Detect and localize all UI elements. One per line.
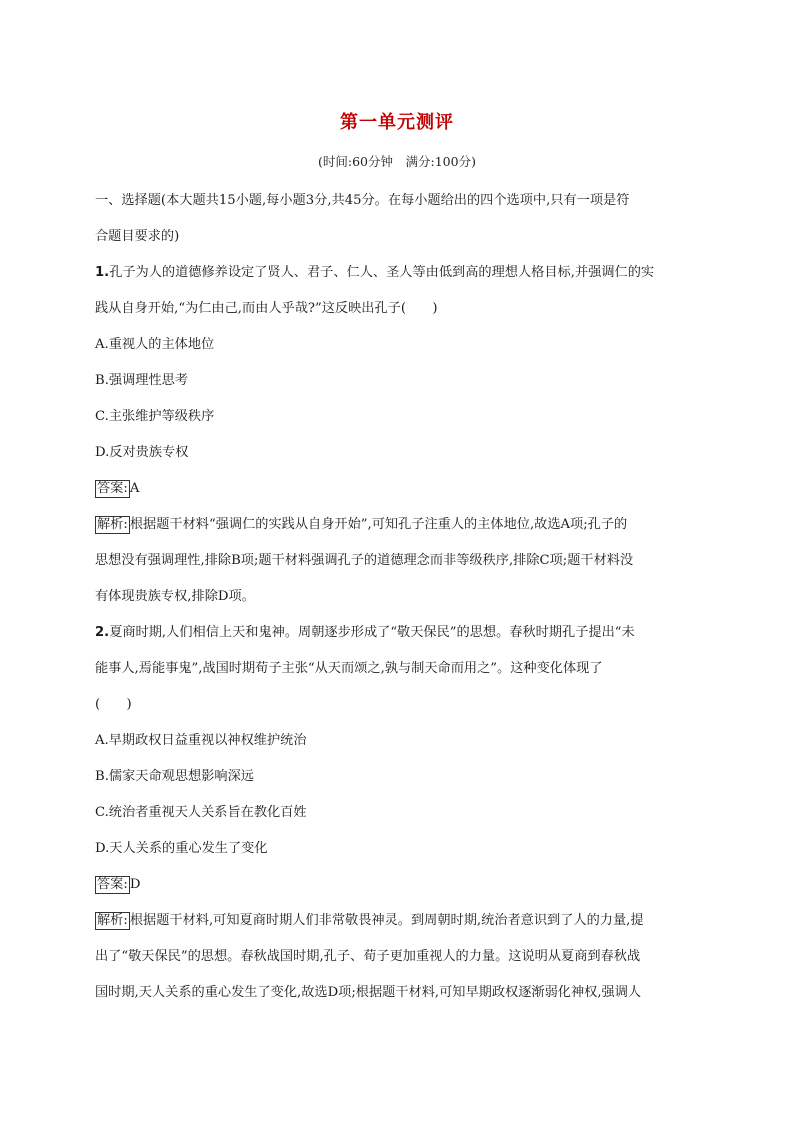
option-c: C.主张维护等级秩序: [95, 409, 215, 424]
answer-line: [95, 871, 695, 898]
option-b: B.儒家天命观思想影响深远: [95, 769, 254, 784]
option-a: A.重视人的主体地位: [95, 337, 215, 352]
answer-line: [95, 475, 695, 502]
analysis-label: 解析:: [97, 517, 128, 532]
section-heading-line1: 一、选择题(本大题共15小题,每小题3分,共45分。在每小题给出的四个选项中,只有一项是符: [95, 193, 630, 208]
question-2-line3: ( ): [95, 697, 132, 712]
answer-label: 答案:: [97, 481, 128, 496]
analysis-line3: 有体现贵族专权,排除D项。: [95, 589, 255, 604]
question-text: 孔子为人的道德修养设定了贤人、君子、仁人、圣人等由低到高的理想人格目标,并强调仁的实: [109, 265, 655, 280]
option-d: D.天人关系的重心发生了变化: [95, 841, 268, 856]
question-text: 夏商时期,人们相信上天和鬼神。周朝逐步形成了“敬天保民”的思想。春秋时期孔子提出“未: [109, 625, 635, 640]
option-c: C.统治者重视天人关系旨在教化百姓: [95, 805, 307, 820]
question-2: [95, 619, 695, 1006]
analysis-text: 根据题干材料,可知夏商时期人们非常敬畏神灵。到周朝时期,统治者意识到了人的力量,提: [129, 913, 644, 928]
analysis-label: 解析:: [97, 913, 128, 928]
question-1-line1: [95, 259, 695, 286]
answer-label: 答案:: [97, 877, 128, 892]
answer-value: A: [129, 481, 140, 496]
question-1: [95, 259, 695, 619]
exam-info: (时间:60分钟 满分:100分): [318, 154, 476, 169]
analysis-text: 根据题干材料“强调仁的实践从自身开始”,可知孔子注重人的主体地位,故选A项;孔子的: [129, 517, 628, 532]
exam-content: [95, 187, 695, 1006]
option-b: B.强调理性思考: [95, 373, 189, 388]
option-d: D.反对贵族专权: [95, 445, 189, 460]
analysis-line1: [95, 907, 695, 934]
question-number: 1.: [95, 265, 110, 280]
section-heading-line2: 合题目要求的): [95, 229, 180, 244]
question-number: 2.: [95, 625, 110, 640]
question-2-line1: [95, 619, 695, 646]
answer-value: D: [129, 877, 141, 892]
option-a: A.早期政权日益重视以神权维护统治: [95, 733, 307, 748]
question-1-line2: 践从自身开始,“为仁由己,而由人乎哉?”这反映出孔子( ): [95, 301, 438, 316]
question-2-line2: 能事人,焉能事鬼”,战国时期荀子主张“从天而颂之,孰与制天命而用之”。这种变化体现了: [95, 661, 603, 676]
analysis-line2: 思想没有强调理性,排除B项;题干材料强调孔子的道德理念而非等级秩序,排除C项;题干材料没: [95, 553, 634, 568]
analysis-line2: 出了“敬天保民”的思想。春秋战国时期,孔子、荀子更加重视人的力量。这说明从夏商到春秋战: [95, 949, 641, 964]
analysis-line3: 国时期,天人关系的重心发生了变化,故选D项;根据题干材料,可知早期政权逐渐弱化神权,强调人: [95, 985, 642, 1000]
page-title: 第一单元测评: [340, 112, 454, 133]
analysis-line1: [95, 511, 695, 538]
